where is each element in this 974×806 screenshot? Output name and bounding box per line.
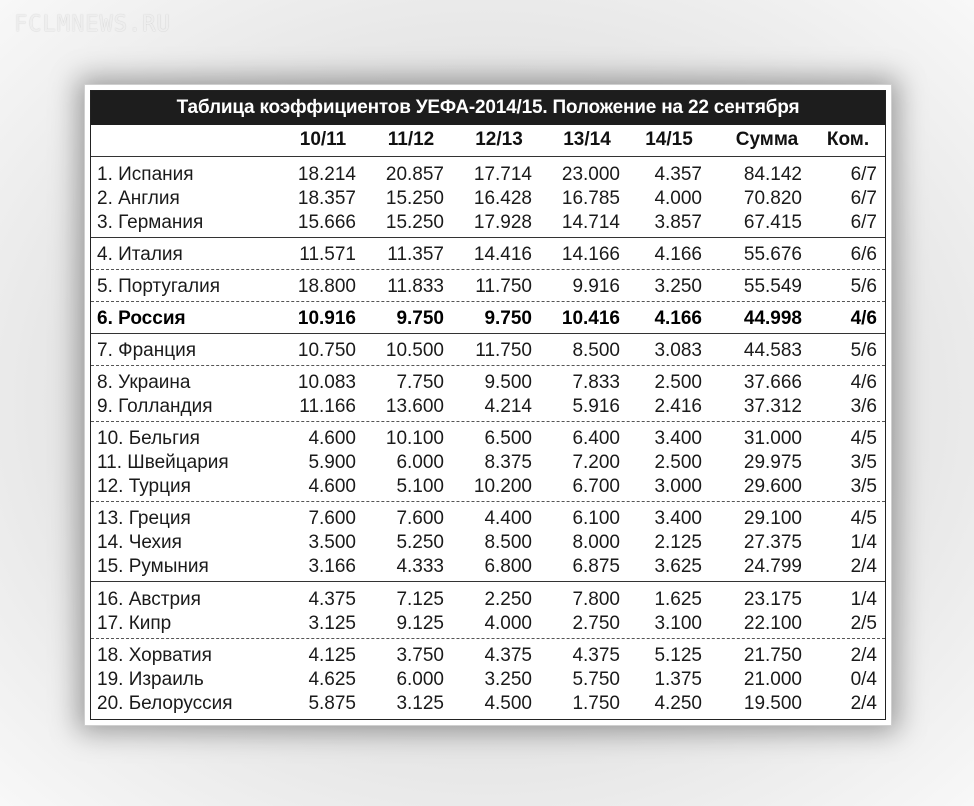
header-year-12-13: 12/13 <box>475 129 523 150</box>
total-sum: 44.998 <box>743 308 802 329</box>
season-coefficient: 11.750 <box>475 276 532 297</box>
total-sum: 84.142 <box>743 164 802 185</box>
total-sum: 27.375 <box>743 532 802 553</box>
table-row <box>91 243 885 267</box>
header-year-13-14: 13/14 <box>563 129 611 150</box>
season-coefficient: 23.000 <box>561 164 620 185</box>
total-sum: 31.000 <box>743 428 802 449</box>
season-coefficient: 16.785 <box>561 188 620 209</box>
season-coefficient: 8.000 <box>572 532 620 553</box>
season-coefficient: 7.200 <box>572 452 620 473</box>
teams-remaining: 2/4 <box>850 556 877 577</box>
season-coefficient: 4.400 <box>484 508 532 529</box>
team-name: 16. Австрия <box>97 589 201 610</box>
total-sum: 29.600 <box>743 476 802 497</box>
season-coefficient: 9.916 <box>572 276 620 297</box>
team-name: 14. Чехия <box>97 532 182 553</box>
header-teams-count: Ком. <box>826 129 870 150</box>
team-name: 13. Греция <box>97 508 191 529</box>
season-coefficient: 13.600 <box>385 396 444 417</box>
season-coefficient: 14.166 <box>561 244 620 265</box>
team-name: 6. Россия <box>97 308 186 329</box>
season-coefficient: 4.375 <box>572 645 620 666</box>
season-coefficient: 4.214 <box>484 396 532 417</box>
teams-remaining: 2/5 <box>850 613 877 634</box>
total-sum: 21.750 <box>743 645 802 666</box>
total-sum: 55.676 <box>743 244 802 265</box>
season-coefficient: 5.875 <box>308 693 356 714</box>
group-divider <box>91 581 885 582</box>
season-coefficient: 11.833 <box>387 276 444 297</box>
teams-remaining: 5/6 <box>850 340 877 361</box>
season-coefficient: 10.500 <box>385 340 444 361</box>
season-coefficient: 10.200 <box>473 476 532 497</box>
season-coefficient: 2.500 <box>654 452 702 473</box>
team-name: 5. Португалия <box>97 276 220 297</box>
season-coefficient: 14.714 <box>561 212 620 233</box>
teams-remaining: 6/7 <box>850 188 877 209</box>
season-coefficient: 15.250 <box>385 212 444 233</box>
team-name: 10. Бельгия <box>97 428 200 449</box>
team-name: 3. Германия <box>97 212 204 233</box>
season-coefficient: 11.357 <box>387 244 444 265</box>
teams-remaining: 5/6 <box>850 276 877 297</box>
season-coefficient: 5.100 <box>396 476 444 497</box>
season-coefficient: 8.500 <box>484 532 532 553</box>
season-coefficient: 7.833 <box>572 372 620 393</box>
season-coefficient: 1.375 <box>654 669 702 690</box>
total-sum: 19.500 <box>743 693 802 714</box>
team-name: 9. Голландия <box>97 396 213 417</box>
group-divider <box>91 333 885 334</box>
season-coefficient: 4.375 <box>308 589 356 610</box>
table-row <box>91 588 885 612</box>
season-coefficient: 3.500 <box>308 532 356 553</box>
season-coefficient: 4.357 <box>654 164 702 185</box>
table-row <box>91 644 885 668</box>
season-coefficient: 8.500 <box>572 340 620 361</box>
season-coefficient: 2.500 <box>654 372 702 393</box>
table-title: Таблица коэффициентов УЕФА-2014/15. Положение на 22 сентября <box>91 91 885 125</box>
season-coefficient: 4.000 <box>484 613 532 634</box>
table-row <box>91 475 885 499</box>
team-name: 20. Белоруссия <box>97 693 233 714</box>
table-row <box>91 427 885 451</box>
season-coefficient: 4.000 <box>654 188 702 209</box>
season-coefficient: 11.750 <box>475 340 532 361</box>
season-coefficient: 10.416 <box>561 308 620 329</box>
season-coefficient: 4.600 <box>308 428 356 449</box>
teams-remaining: 6/6 <box>850 244 877 265</box>
table-row <box>91 507 885 531</box>
season-coefficient: 14.416 <box>473 244 532 265</box>
season-coefficient: 17.928 <box>473 212 532 233</box>
team-name: 19. Израиль <box>97 669 204 690</box>
season-coefficient: 9.750 <box>484 308 532 329</box>
season-coefficient: 10.916 <box>297 308 356 329</box>
season-coefficient: 3.000 <box>654 476 702 497</box>
group-divider <box>91 269 885 270</box>
table-row <box>91 307 885 331</box>
total-sum: 29.100 <box>743 508 802 529</box>
teams-remaining: 3/6 <box>850 396 877 417</box>
total-sum: 44.583 <box>743 340 802 361</box>
teams-remaining: 4/5 <box>850 428 877 449</box>
season-coefficient: 5.250 <box>396 532 444 553</box>
season-coefficient: 11.166 <box>299 396 356 417</box>
season-coefficient: 4.333 <box>396 556 444 577</box>
team-name: 7. Франция <box>97 340 196 361</box>
total-sum: 29.975 <box>743 452 802 473</box>
season-coefficient: 6.000 <box>396 669 444 690</box>
group-divider <box>91 638 885 639</box>
table-row <box>91 531 885 555</box>
season-coefficient: 1.625 <box>654 589 702 610</box>
season-coefficient: 7.800 <box>572 589 620 610</box>
table-row <box>91 668 885 692</box>
season-coefficient: 8.375 <box>484 452 532 473</box>
total-sum: 37.312 <box>743 396 802 417</box>
group-divider <box>91 421 885 422</box>
table-row <box>91 451 885 475</box>
total-sum: 22.100 <box>743 613 802 634</box>
season-coefficient: 3.083 <box>654 340 702 361</box>
table-row <box>91 692 885 716</box>
table-row <box>91 163 885 187</box>
team-name: 4. Италия <box>97 244 183 265</box>
season-coefficient: 3.125 <box>308 613 356 634</box>
season-coefficient: 4.375 <box>484 645 532 666</box>
season-coefficient: 6.875 <box>572 556 620 577</box>
season-coefficient: 16.428 <box>473 188 532 209</box>
season-coefficient: 5.125 <box>654 645 702 666</box>
season-coefficient: 7.600 <box>308 508 356 529</box>
season-coefficient: 2.250 <box>484 589 532 610</box>
season-coefficient: 4.166 <box>654 244 702 265</box>
season-coefficient: 4.625 <box>308 669 356 690</box>
season-coefficient: 4.250 <box>654 693 702 714</box>
season-coefficient: 3.125 <box>396 693 444 714</box>
season-coefficient: 15.250 <box>385 188 444 209</box>
season-coefficient: 18.357 <box>297 188 356 209</box>
table-row <box>91 555 885 579</box>
team-name: 8. Украина <box>97 372 191 393</box>
table-row <box>91 371 885 395</box>
coefficient-table-card <box>84 84 892 726</box>
team-name: 2. Англия <box>97 188 180 209</box>
season-coefficient: 2.416 <box>654 396 702 417</box>
total-sum: 70.820 <box>743 188 802 209</box>
header-year-10-11: 10/11 <box>299 129 347 150</box>
total-sum: 24.799 <box>743 556 802 577</box>
season-coefficient: 6.700 <box>572 476 620 497</box>
header-team <box>97 125 297 155</box>
season-coefficient: 3.250 <box>484 669 532 690</box>
season-coefficient: 4.500 <box>484 693 532 714</box>
group-divider <box>91 501 885 502</box>
season-coefficient: 3.400 <box>654 428 702 449</box>
season-coefficient: 7.600 <box>396 508 444 529</box>
season-coefficient: 5.916 <box>572 396 620 417</box>
season-coefficient: 15.666 <box>297 212 356 233</box>
season-coefficient: 3.625 <box>654 556 702 577</box>
season-coefficient: 5.900 <box>308 452 356 473</box>
season-coefficient: 3.250 <box>654 276 702 297</box>
table-row <box>91 612 885 636</box>
season-coefficient: 4.166 <box>654 308 702 329</box>
group-divider <box>91 301 885 302</box>
season-coefficient: 6.000 <box>396 452 444 473</box>
teams-remaining: 3/5 <box>850 476 877 497</box>
season-coefficient: 3.857 <box>654 212 702 233</box>
season-coefficient: 1.750 <box>572 693 620 714</box>
season-coefficient: 3.750 <box>396 645 444 666</box>
season-coefficient: 6.100 <box>572 508 620 529</box>
season-coefficient: 6.400 <box>572 428 620 449</box>
season-coefficient: 3.100 <box>654 613 702 634</box>
team-name: 12. Турция <box>97 476 191 497</box>
team-name: 17. Кипр <box>97 613 172 634</box>
season-coefficient: 4.125 <box>308 645 356 666</box>
group-divider <box>91 237 885 238</box>
season-coefficient: 9.125 <box>396 613 444 634</box>
total-sum: 55.549 <box>743 276 802 297</box>
table-row <box>91 395 885 419</box>
teams-remaining: 6/7 <box>850 164 877 185</box>
team-name: 11. Швейцария <box>97 452 229 473</box>
season-coefficient: 2.750 <box>572 613 620 634</box>
teams-remaining: 2/4 <box>850 645 877 666</box>
header-year-14-15: 14/15 <box>645 129 693 150</box>
season-coefficient: 6.800 <box>484 556 532 577</box>
header-sum: Сумма <box>735 129 799 150</box>
season-coefficient: 18.800 <box>297 276 356 297</box>
table-row <box>91 339 885 363</box>
team-name: 18. Хорватия <box>97 645 212 666</box>
header-year-11-12: 11/12 <box>387 129 435 150</box>
table-row <box>91 211 885 235</box>
season-coefficient: 7.750 <box>396 372 444 393</box>
team-name: 15. Румыния <box>97 556 209 577</box>
season-coefficient: 2.125 <box>654 532 702 553</box>
teams-remaining: 2/4 <box>850 693 877 714</box>
teams-remaining: 4/6 <box>850 372 877 393</box>
season-coefficient: 18.214 <box>297 164 356 185</box>
total-sum: 21.000 <box>743 669 802 690</box>
season-coefficient: 11.571 <box>299 244 356 265</box>
teams-remaining: 4/6 <box>850 308 877 329</box>
table-row <box>91 187 885 211</box>
season-coefficient: 6.500 <box>484 428 532 449</box>
season-coefficient: 9.750 <box>396 308 444 329</box>
season-coefficient: 10.100 <box>385 428 444 449</box>
season-coefficient: 7.125 <box>396 589 444 610</box>
teams-remaining: 0/4 <box>850 669 877 690</box>
table-header <box>91 125 885 157</box>
season-coefficient: 3.400 <box>654 508 702 529</box>
total-sum: 67.415 <box>743 212 802 233</box>
season-coefficient: 10.750 <box>297 340 356 361</box>
coefficient-table <box>90 90 886 720</box>
group-divider <box>91 365 885 366</box>
team-name: 1. Испания <box>97 164 194 185</box>
teams-remaining: 3/5 <box>850 452 877 473</box>
table-row <box>91 275 885 299</box>
season-coefficient: 9.500 <box>484 372 532 393</box>
teams-remaining: 1/4 <box>850 532 877 553</box>
season-coefficient: 17.714 <box>473 164 532 185</box>
season-coefficient: 3.166 <box>308 556 356 577</box>
season-coefficient: 5.750 <box>572 669 620 690</box>
teams-remaining: 6/7 <box>850 212 877 233</box>
season-coefficient: 20.857 <box>385 164 444 185</box>
total-sum: 37.666 <box>743 372 802 393</box>
watermark: FCLMNEWS.RU <box>14 12 171 37</box>
total-sum: 23.175 <box>743 589 802 610</box>
season-coefficient: 10.083 <box>297 372 356 393</box>
teams-remaining: 1/4 <box>850 589 877 610</box>
teams-remaining: 4/5 <box>850 508 877 529</box>
season-coefficient: 4.600 <box>308 476 356 497</box>
